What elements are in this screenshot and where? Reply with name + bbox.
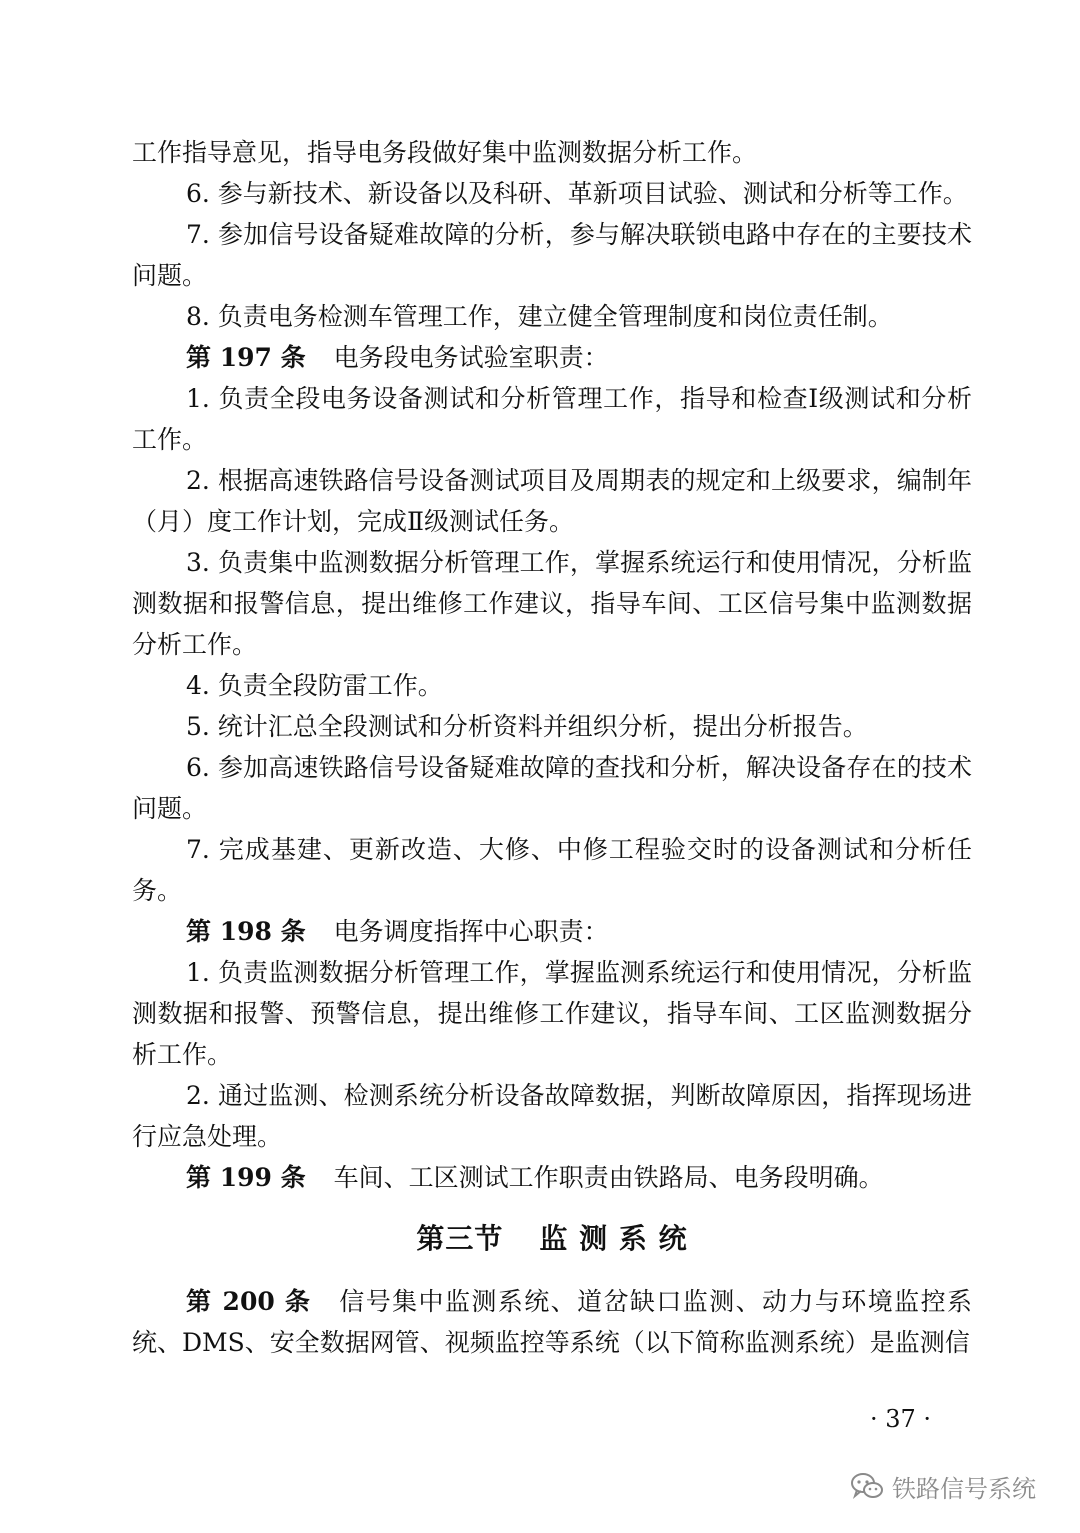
article-title: 车间、工区测试工作职责由铁路局、电务段明确。	[333, 1163, 884, 1192]
paragraph: 1. 负责监测数据分析管理工作，掌握监测系统运行和使用情况，分析监测数据和报警、预警信息，提出维修工作建议，指导车间、工区监测数据分析工作。	[132, 958, 972, 1069]
watermark	[850, 1466, 1036, 1506]
watermark-text: 铁路信号系统	[892, 1474, 1036, 1503]
article-title: 信号集中监测系统、道岔缺口监测、动力与环境监控系统、DMS、安全数据网管、视频监控等系统（以下简称监测系统）是监测信	[132, 1287, 972, 1357]
article-199	[132, 1157, 972, 1198]
paragraph: 4. 负责全段防雷工作。	[186, 671, 443, 700]
article-number: 第 197 条	[186, 343, 306, 372]
article-number: 第 200 条	[186, 1287, 312, 1316]
paragraph: 3. 负责集中监测数据分析管理工作，掌握系统运行和使用情况，分析监测数据和报警信息，提出维修工作建议，指导车间、工区信号集中监测数据分析工作。	[132, 548, 972, 659]
paragraph: 5. 统计汇总全段测试和分析资料并组织分析，提出分析报告。	[186, 712, 868, 741]
document-body	[132, 132, 972, 1363]
article-title: 电务段电务试验室职责：	[333, 343, 609, 372]
article-197	[132, 337, 972, 378]
paragraph: 6. 参与新技术、新设备以及科研、革新项目试验、测试和分析等工作。	[186, 179, 968, 208]
article-200	[132, 1281, 972, 1363]
article-title: 电务调度指挥中心职责：	[333, 917, 609, 946]
article-number: 第 198 条	[186, 917, 306, 946]
article-number: 第 199 条	[186, 1163, 306, 1192]
paragraph: 1. 负责全段电务设备测试和分析管理工作，指导和检查Ⅰ级测试和分析工作。	[132, 384, 972, 454]
paragraph: 8. 负责电务检测车管理工作，建立健全管理制度和岗位责任制。	[186, 302, 893, 331]
paragraph: 2. 通过监测、检测系统分析设备故障数据，判断故障原因，指挥现场进行应急处理。	[132, 1081, 972, 1151]
paragraph: 2. 根据高速铁路信号设备测试项目及周期表的规定和上级要求，编制年（月）度工作计划，完成Ⅱ级测试任务。	[132, 466, 972, 536]
section-label: 第三节	[416, 1222, 504, 1255]
section-heading	[132, 1218, 972, 1259]
wechat-icon	[850, 1471, 884, 1501]
paragraph: 6. 参加高速铁路信号设备疑难故障的查找和分析，解决设备存在的技术问题。	[132, 753, 972, 823]
paragraph: 7. 参加信号设备疑难故障的分析，参与解决联锁电路中存在的主要技术问题。	[132, 220, 972, 290]
page-number: · 37 ·	[870, 1405, 932, 1433]
paragraph: 工作指导意见，指导电务段做好集中监测数据分析工作。	[132, 138, 758, 167]
paragraph: 7. 完成基建、更新改造、大修、中修工程验交时的设备测试和分析任务。	[132, 835, 972, 905]
article-198	[132, 911, 972, 952]
section-title: 监 测 系 统	[539, 1222, 688, 1255]
